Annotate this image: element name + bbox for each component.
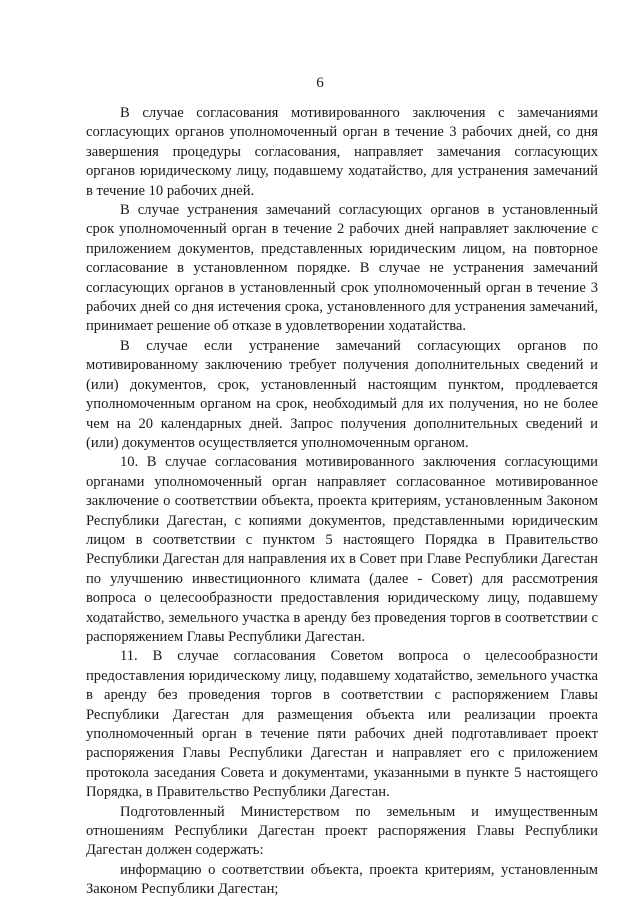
- document-body: [86, 104, 598, 900]
- paragraph-clause-11: 11. В случае согласования Советом вопроса о целесообразности предоставления юридическому лицу, подавшему ходатайство, земельного участка в аренду без проведения торгов в соответствии с распоряжением Главы Республики Дагестан для размещения объекта или реализации проекта уполномоченный орган в течение пяти рабочих дней подготавливает проект распоряжения Главы Республики Дагестан и направляет его с приложением протокола заседания Совета и документами, указанными в пункте 5 настоящего Порядка, в Правительство Республики Дагестан.: [86, 648, 598, 801]
- paragraph-term-extension: В случае если устранение замечаний согласующих органов по мотивированному заключению требует получения дополнительных сведений и (или) документов, срок, установленный настоящим пунктом, продлевается уполномоченным органом на срок, необходимый для их получения, но не более чем на 20 календарных дней. Запрос получения дополнительных сведений и (или) документов осуществляется уполномоченным органом.: [86, 337, 598, 451]
- paragraph-draft-order-contents: Подготовленный Министерством по земельным и имущественным отношениям Республики Дагестан проект распоряжения Главы Республики Дагестан должен содержать:: [86, 803, 598, 859]
- paragraph-correction-deadline: В случае устранения замечаний согласующих органов в установленный срок уполномоченный орган в течение 2 рабочих дней направляет заключение с приложением документов, представленных юридическим лицом, на повторное согласование в установленном порядке. В случае не устранения замечаний согласующих органов в установленный срок уполномоченный орган в течение 3 рабочих дней со дня истечения срока, установленного для устранения замечаний, принимает решение об отказе в удовлетворении ходатайства.: [86, 202, 598, 335]
- paragraph-correction-notice: В случае согласования мотивированного заключения с замечаниями согласующих органов уполномоченный орган в течение 3 рабочих дней, со дня завершения процедуры согласования, направляет замечания согласующих органов юридическому лицу, подавшему ходатайство, для устранения замечаний в течение 10 рабочих дней.: [86, 105, 598, 199]
- paragraph-compliance-info: информацию о соответствии объекта, проекта критериям, установленным Законом Республики Дагестан;: [86, 861, 598, 898]
- paragraph-clause-10: 10. В случае согласования мотивированного заключения согласующими органами уполномоченный орган направляет согласованное мотивированное заключение о соответствии объекта, проекта критериям, установленным Законом Республики Дагестан, с копиями документов, представленными юридическим лицом в соответствии с пунктом 5 настоящего Порядка в Правительство Республики Дагестан для направления их в Совет при Главе Республики Дагестан по улучшению инвестиционного климата (далее - Совет) для рассмотрения вопроса о целесообразности предоставления юридическому лицу, подавшему ходатайство, земельного участка в аренду без проведения торгов в соответствии с распоряжением Главы Республики Дагестан.: [86, 454, 598, 645]
- page-number: 6: [316, 75, 324, 91]
